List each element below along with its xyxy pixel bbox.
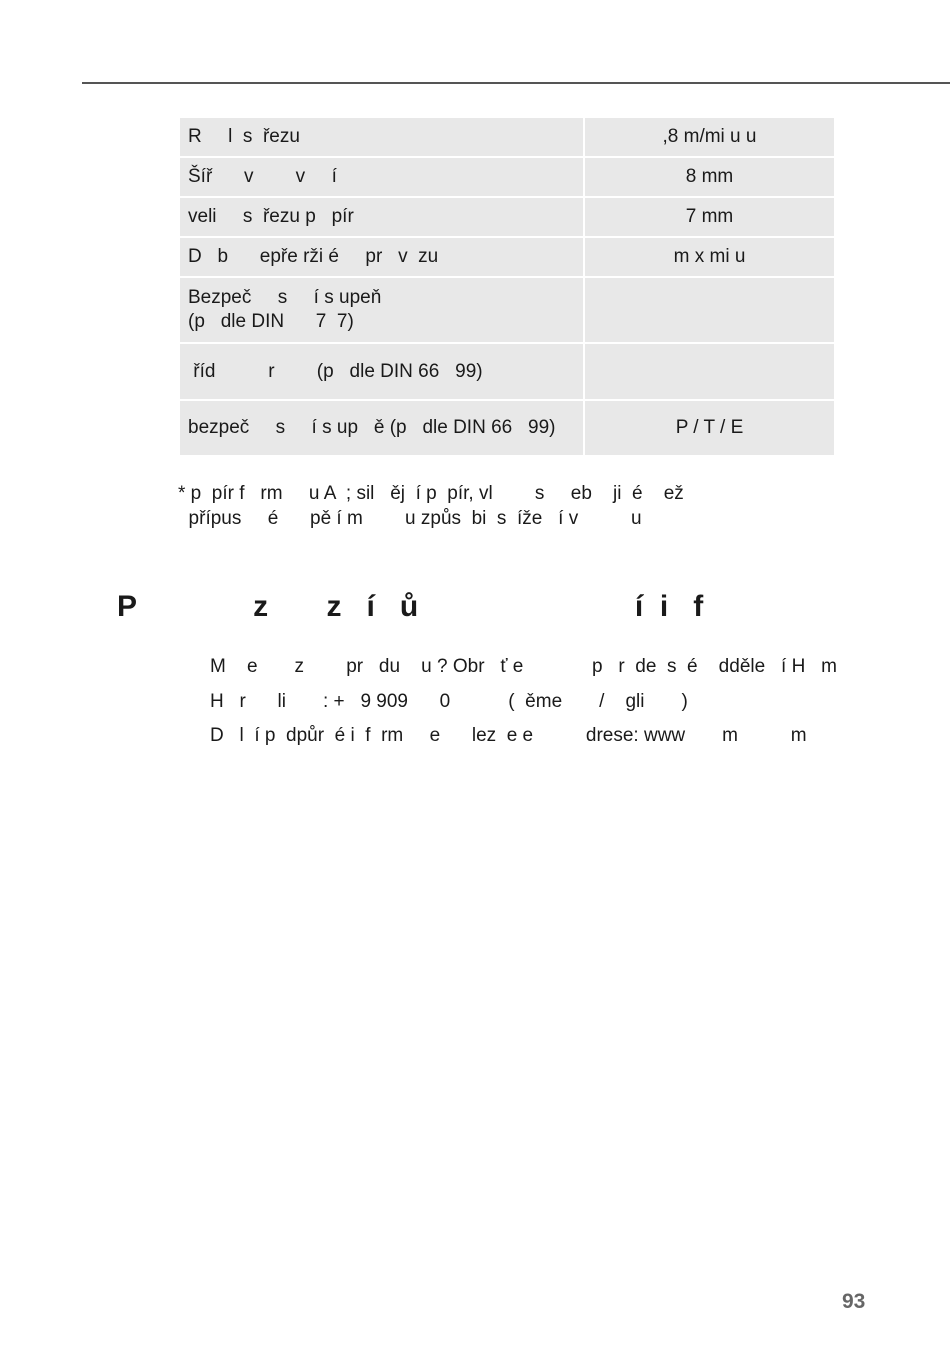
contact-block	[210, 650, 850, 754]
contact-line: M e z pr du u ? Obr ť e p r de s é dděle í H m	[210, 656, 837, 677]
spec-label: říd r (p dle DIN 66 99)	[180, 344, 583, 399]
spec-label: Šíř v v í	[180, 158, 583, 196]
spec-label: D b epře rži é pr v zu	[180, 238, 583, 276]
spec-value	[585, 344, 834, 399]
header-rule	[82, 82, 950, 84]
spec-value: P / T / E	[585, 401, 834, 455]
footnote-line: * p pír f rm u A ; sil ěj í p pír, vl s eb ji é ež	[178, 483, 684, 504]
spec-label: veli s řezu p pír	[180, 198, 583, 236]
table-row	[180, 238, 834, 276]
spec-value: m x mi u	[585, 238, 834, 276]
spec-value: 7 mm	[585, 198, 834, 236]
table-row	[180, 158, 834, 196]
table-row	[180, 401, 834, 455]
spec-value: 8 mm	[585, 158, 834, 196]
spec-label: R l s řezu	[180, 118, 583, 156]
footnote-line: přípus é pě í m u způs bi s íže í v u	[178, 508, 642, 529]
table-footnote	[178, 481, 798, 531]
table-row	[180, 278, 834, 342]
hotline-line: H r li : + 9 909 0 ( ěme / gli )	[210, 690, 688, 712]
website-line: D l í p dpůr é i f rm e lez e e drese: www m m	[210, 725, 807, 746]
table-row	[180, 118, 834, 156]
table-row	[180, 344, 834, 399]
table-row	[180, 198, 834, 236]
spec-value: ,8 m/mi u u	[585, 118, 834, 156]
page-number: 93	[842, 1290, 866, 1313]
section-heading: P z z í ů í i f	[117, 590, 704, 623]
spec-label: bezpeč s í s up ě (p dle DIN 66 99)	[180, 401, 583, 455]
spec-table	[178, 116, 836, 457]
spec-label: Bezpeč s í s upeň (p dle DIN 7 7)	[180, 278, 583, 342]
spec-value	[585, 278, 834, 342]
